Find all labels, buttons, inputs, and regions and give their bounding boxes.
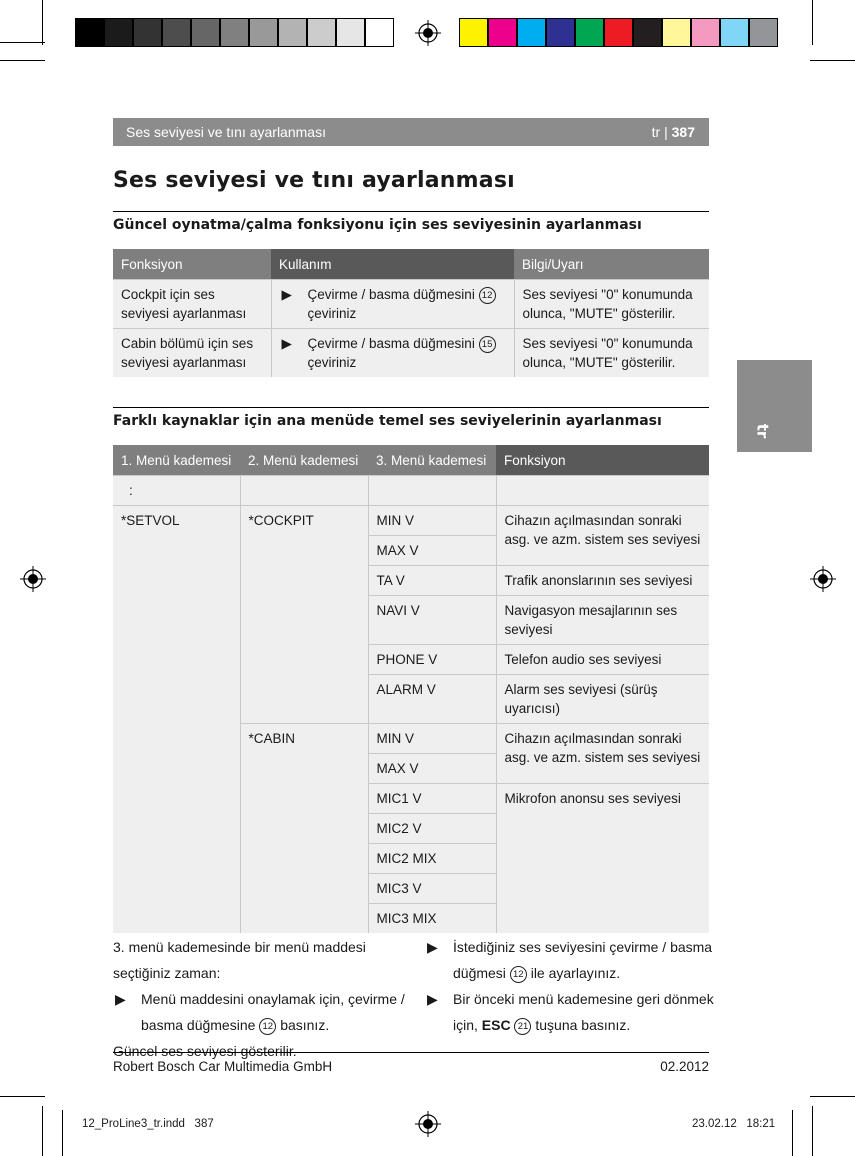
section-heading-text: Güncel oynatma/çalma fonksiyonu için ses seviyesinin ayarlanması xyxy=(113,217,642,233)
crop-mark xyxy=(0,60,45,61)
body-text: basınız. xyxy=(280,1017,330,1033)
body-left xyxy=(113,934,413,1064)
body-text: Bir önceki menü kademesine geri dönmek xyxy=(453,991,714,1007)
column-header: 3. Menü kademesi xyxy=(368,445,496,476)
column-header: Fonksiyon xyxy=(496,445,709,476)
crop-mark xyxy=(0,1096,45,1097)
level2-cell: *COCKPIT xyxy=(240,506,368,724)
body-text: düğmesi xyxy=(453,965,506,981)
body-text: 3. menü kademesinde bir menü maddesi xyxy=(113,939,366,955)
volume-table xyxy=(113,249,709,377)
level3-cell: MIC3 V xyxy=(368,874,496,904)
menu-table xyxy=(113,445,709,933)
cell-text: Cabin bölümü için ses xyxy=(121,336,254,351)
cell-text: Alarm ses seviyesi (sürüş xyxy=(504,682,658,697)
body-text: tuşuna basınız. xyxy=(535,1017,631,1033)
cell-text: Navigasyon mesajlarının ses xyxy=(504,603,678,618)
control-number-badge: 12 xyxy=(259,1018,276,1035)
table-row xyxy=(113,476,709,506)
gray-swatch xyxy=(336,18,365,47)
section-heading xyxy=(113,407,709,436)
color-swatch xyxy=(546,18,575,47)
column-header: 1. Menü kademesi xyxy=(113,445,240,476)
crop-mark xyxy=(42,1106,43,1156)
registration-mark-icon xyxy=(415,1111,441,1137)
gray-swatch xyxy=(133,18,162,47)
body-text: için, xyxy=(453,1017,478,1033)
page-title: Ses seviyesi ve tını ayarlanması xyxy=(113,168,515,193)
gray-swatch xyxy=(220,18,249,47)
crop-mark xyxy=(62,1110,63,1156)
control-number-badge: 21 xyxy=(514,1018,531,1035)
color-swatch xyxy=(488,18,517,47)
cell-text: Trafik anonslarının ses seviyesi xyxy=(496,566,709,596)
body-text: Menü maddesini onaylamak için, çevirme / xyxy=(141,991,405,1007)
color-swatch xyxy=(604,18,633,47)
slug-date: 23.02.12 xyxy=(692,1118,737,1130)
cell-text: Cihazın açılmasından sonraki xyxy=(504,731,682,746)
level2-cell: *CABIN xyxy=(240,724,368,934)
body-text: ile ayarlayınız. xyxy=(530,965,621,981)
body-text: basma düğmesine xyxy=(141,1017,256,1033)
cell-text: uyarıcısı) xyxy=(504,701,561,716)
body-text: İstediğiniz ses seviyesini çevirme / basma xyxy=(453,939,713,955)
level3-cell: MIN V xyxy=(368,724,496,754)
level1-cell: *SETVOL xyxy=(113,506,240,934)
gray-swatch xyxy=(104,18,133,47)
bullet-triangle-icon: ▶ xyxy=(281,287,292,302)
footer-date: 02.2012 xyxy=(660,1059,709,1074)
page-footer xyxy=(113,1052,709,1074)
registration-mark-icon xyxy=(20,566,46,592)
language-side-tab xyxy=(737,360,812,452)
registration-mark-icon xyxy=(415,20,441,46)
crop-mark xyxy=(792,1110,793,1156)
level3-cell: MAX V xyxy=(368,754,496,784)
gray-swatch xyxy=(191,18,220,47)
control-number-badge: 12 xyxy=(479,287,496,304)
crop-mark xyxy=(0,42,45,43)
header-section-title: Ses seviyesi ve tını ayarlanması xyxy=(126,124,326,140)
control-number-badge: 12 xyxy=(510,966,527,983)
level3-cell: MIC2 V xyxy=(368,814,496,844)
footer-company: Robert Bosch Car Multimedia GmbH xyxy=(113,1059,333,1074)
slug-timestamp xyxy=(692,1118,775,1130)
gray-swatch xyxy=(365,18,394,47)
color-swatch xyxy=(720,18,749,47)
slug-file xyxy=(82,1118,214,1130)
bullet-triangle-icon: ▶ xyxy=(115,991,126,1007)
color-swatch xyxy=(459,18,488,47)
level3-cell: MIC1 V xyxy=(368,784,496,814)
cell-text: seviyesi ayarlanması xyxy=(121,355,247,370)
bullet-triangle-icon: ▶ xyxy=(427,939,438,955)
color-swatch xyxy=(575,18,604,47)
color-swatch xyxy=(517,18,546,47)
level3-cell: PHONE V xyxy=(368,645,496,675)
crop-mark xyxy=(812,1106,813,1156)
color-swatch xyxy=(662,18,691,47)
gray-swatch xyxy=(162,18,191,47)
section-heading-text: Farklı kaynaklar için ana menüde temel ses seviyelerinin ayarlanması xyxy=(113,413,662,429)
cell-text: Mikrofon anonsu ses seviyesi xyxy=(496,784,709,934)
color-swatch xyxy=(633,18,662,47)
gray-swatch xyxy=(278,18,307,47)
registration-mark-icon xyxy=(810,566,836,592)
cell-text: Ses seviyesi "0" konumunda xyxy=(522,287,693,302)
column-header: 2. Menü kademesi xyxy=(240,445,368,476)
table-row xyxy=(113,506,709,536)
body-right xyxy=(425,934,715,1038)
slug-filename: 12_ProLine3_tr.indd xyxy=(82,1118,185,1130)
slug-time: 18:21 xyxy=(746,1118,776,1130)
table-row xyxy=(113,280,709,329)
column-header: Bilgi/Uyarı xyxy=(514,249,709,280)
body-text: Güncel ses seviyesi gösterilir. xyxy=(113,1043,297,1059)
cell-text: çeviriniz xyxy=(307,355,357,370)
crop-mark xyxy=(810,1096,855,1097)
crop-mark xyxy=(42,0,43,45)
cell-text: Telefon audio ses seviyesi xyxy=(496,645,709,675)
ellipsis-cell: : xyxy=(113,476,240,506)
cell-text: asg. ve azm. sistem ses seviyesi xyxy=(504,532,701,547)
gray-swatch xyxy=(75,18,104,47)
cell-text: Cockpit için ses xyxy=(121,287,215,302)
gray-swatch xyxy=(249,18,278,47)
level3-cell: NAVI V xyxy=(368,596,496,645)
cell-text: Cihazın açılmasından sonraki xyxy=(504,513,682,528)
cell-text: seviyesi xyxy=(504,622,553,637)
level3-cell: MAX V xyxy=(368,536,496,566)
color-swatch xyxy=(749,18,778,47)
cell-text: olunca, "MUTE" gösterilir. xyxy=(522,355,676,370)
cell-text: Ses seviyesi "0" konumunda xyxy=(522,336,693,351)
header-lang: tr xyxy=(651,124,661,140)
level3-cell: MIC2 MIX xyxy=(368,844,496,874)
column-header: Fonksiyon xyxy=(113,249,271,280)
level3-cell: ALARM V xyxy=(368,675,496,724)
column-header: Kullanım xyxy=(271,249,514,280)
cell-text: seviyesi ayarlanması xyxy=(121,306,247,321)
header-page-info: tr | 387 xyxy=(651,124,695,140)
section-heading xyxy=(113,211,709,240)
level3-cell: MIN V xyxy=(368,506,496,536)
crop-mark xyxy=(812,0,813,45)
cell-text: Çevirme / basma düğmesini xyxy=(307,336,475,351)
crop-mark xyxy=(810,60,855,61)
side-tab-label: tr xyxy=(753,423,772,439)
bullet-triangle-icon: ▶ xyxy=(281,336,292,351)
slug-page: 387 xyxy=(194,1118,214,1130)
cell-text: çeviriniz xyxy=(307,306,357,321)
level3-cell: TA V xyxy=(368,566,496,596)
header-page-number: 387 xyxy=(671,124,695,140)
cell-text: olunca, "MUTE" gösterilir. xyxy=(522,306,676,321)
color-swatch xyxy=(691,18,720,47)
level3-cell: MIC3 MIX xyxy=(368,904,496,934)
table-row xyxy=(113,329,709,378)
cell-text: asg. ve azm. sistem ses seviyesi xyxy=(504,750,701,765)
cell-text: Çevirme / basma düğmesini xyxy=(307,287,475,302)
esc-key-label: ESC xyxy=(481,1017,511,1033)
body-text: seçtiğiniz zaman: xyxy=(113,965,221,981)
running-header xyxy=(113,118,709,146)
control-number-badge: 15 xyxy=(479,336,496,353)
bullet-triangle-icon: ▶ xyxy=(427,991,438,1007)
gray-swatch xyxy=(307,18,336,47)
